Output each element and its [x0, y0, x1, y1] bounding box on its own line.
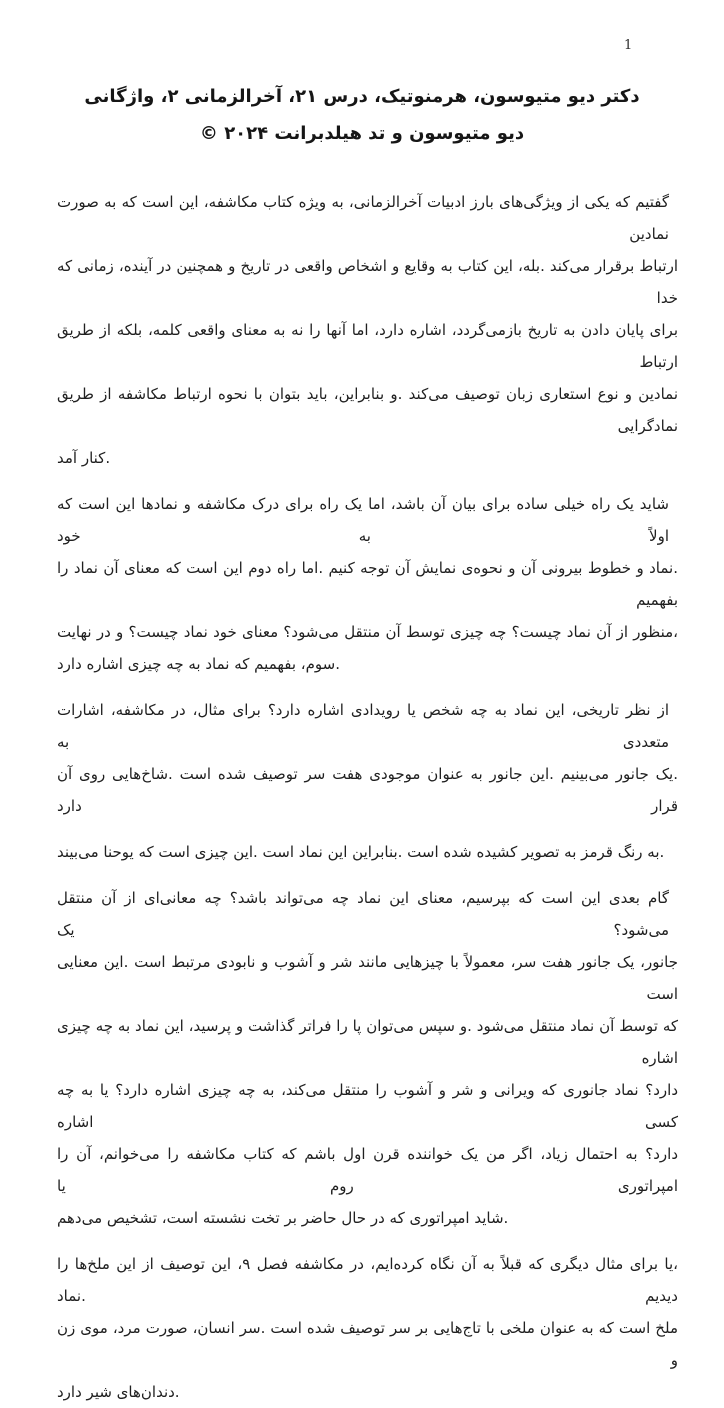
text-line: شاید یک راه خیلی ساده برای بیان آن باشد، اما یک راه برای درک مکاشفه و نمادها این است که اولاً به خود: [57, 495, 669, 545]
document-title: [0, 0, 724, 152]
text-line: ارتباط برقرار می‌کند .بله، این کتاب به وقایع و اشخاص واقعی در تاریخ و همچنین در آینده، زمانی که خدا: [57, 257, 678, 307]
text-line: برای پایان دادن به تاریخ بازمی‌گردد، اشاره دارد، اما آنها را نه به معنای واقعی کلمه، بلکه از طریق ارتباط: [57, 321, 678, 371]
text-line: دارد؟ به احتمال زیاد، اگر من یک خواننده قرن اول باشم که کتاب مکاشفه را می‌خوانم، آن را امپراتوری روم یا: [57, 1145, 678, 1195]
paragraph: [57, 836, 678, 868]
page-number: 1: [624, 38, 633, 53]
text-line: که توسط آن نماد منتقل می‌شود .و سپس می‌توان پا را فراتر گذاشت و پرسید، این نماد به چه چیزی اشاره: [57, 1017, 678, 1067]
document-body: [57, 186, 678, 1408]
text-line: گام بعدی این است که بپرسیم، معنای این نماد چه می‌تواند باشد؟ چه معانی‌ای از آن منتقل می‌شود؟ یک: [57, 889, 669, 939]
text-line: جانور، یک جانور هفت سر، معمولاً با چیزهایی مانند شر و آشوب و نابودی مرتبط است .این معنایی است: [57, 953, 678, 1003]
text-line: .دندان‌های شیر دارد: [57, 1383, 180, 1401]
text-line: از نظر تاریخی، این نماد به چه شخص یا رویدادی اشاره دارد؟ برای مثال، در مکاشفه، اشارات متعددی به: [57, 701, 669, 751]
paragraph: [57, 488, 678, 680]
text-line: .شاید امپراتوری که در حال حاضر بر تخت نشسته است، تشخیص می‌دهم: [57, 1209, 509, 1227]
text-line: .نماد و خطوط بیرونی آن و نحوه‌ی نمایش آن توجه کنیم .اما راه دوم این است که معنای آن نماد را بفهمیم: [57, 559, 678, 609]
paragraph: [57, 882, 678, 1234]
paragraph: [57, 694, 678, 822]
text-line: نمادین و نوع استعاری زبان توصیف می‌کند .و بنابراین، باید بتوان با نحوه ارتباط مکاشفه از طریق نمادگرایی: [57, 385, 678, 435]
title-line-2: دیو متیوسون و تد هیلدبرانت ۲۰۲۴ ©: [199, 123, 525, 144]
text-line: .کنار آمد: [57, 449, 111, 467]
text-line: ،یا برای مثال دیگری که قبلاً به آن نگاه کرده‌ایم، در مکاشفه فصل ۹، این توصیف از این ملخ‌ها را دیدیم .نماد: [57, 1255, 679, 1305]
paragraph: [57, 1248, 678, 1408]
title-line-1: دکتر دیو متیوسون، هرمنوتیک، درس ۲۱، آخرالزمانی ۲، واژگانی: [84, 86, 640, 107]
text-line: دارد؟ نماد جانوری که ویرانی و شر و آشوب را منتقل می‌کند، به چه چیزی اشاره دارد؟ یا به چه کسی اشاره: [57, 1081, 678, 1131]
paragraph: [57, 186, 678, 474]
text-line: .سوم، بفهمیم که نماد به چه چیزی اشاره دارد: [57, 655, 341, 673]
text-line: .یک جانور می‌بینیم .این جانور به عنوان موجودی هفت سر توصیف شده است .شاخ‌هایی روی آن قرار دارد: [57, 765, 678, 815]
text-line: گفتیم که یکی از ویژگی‌های بارز ادبیات آخرالزمانی، به ویژه کتاب مکاشفه، این است که به صورت نمادین: [57, 193, 669, 243]
text-line: .به رنگ قرمز به تصویر کشیده شده است .بنابراین این نماد است .این چیزی است که یوحنا می‌بیند: [57, 843, 665, 861]
text-line: ،منظور از آن نماد چیست؟ چه چیزی توسط آن منتقل می‌شود؟ معنای خود نماد چیست؟ و در نهایت: [57, 623, 678, 641]
text-line: ملخ است که به عنوان ملخی با تاج‌هایی بر سر توصیف شده است .سر انسان، صورت مرد، موی زن و: [57, 1319, 678, 1369]
